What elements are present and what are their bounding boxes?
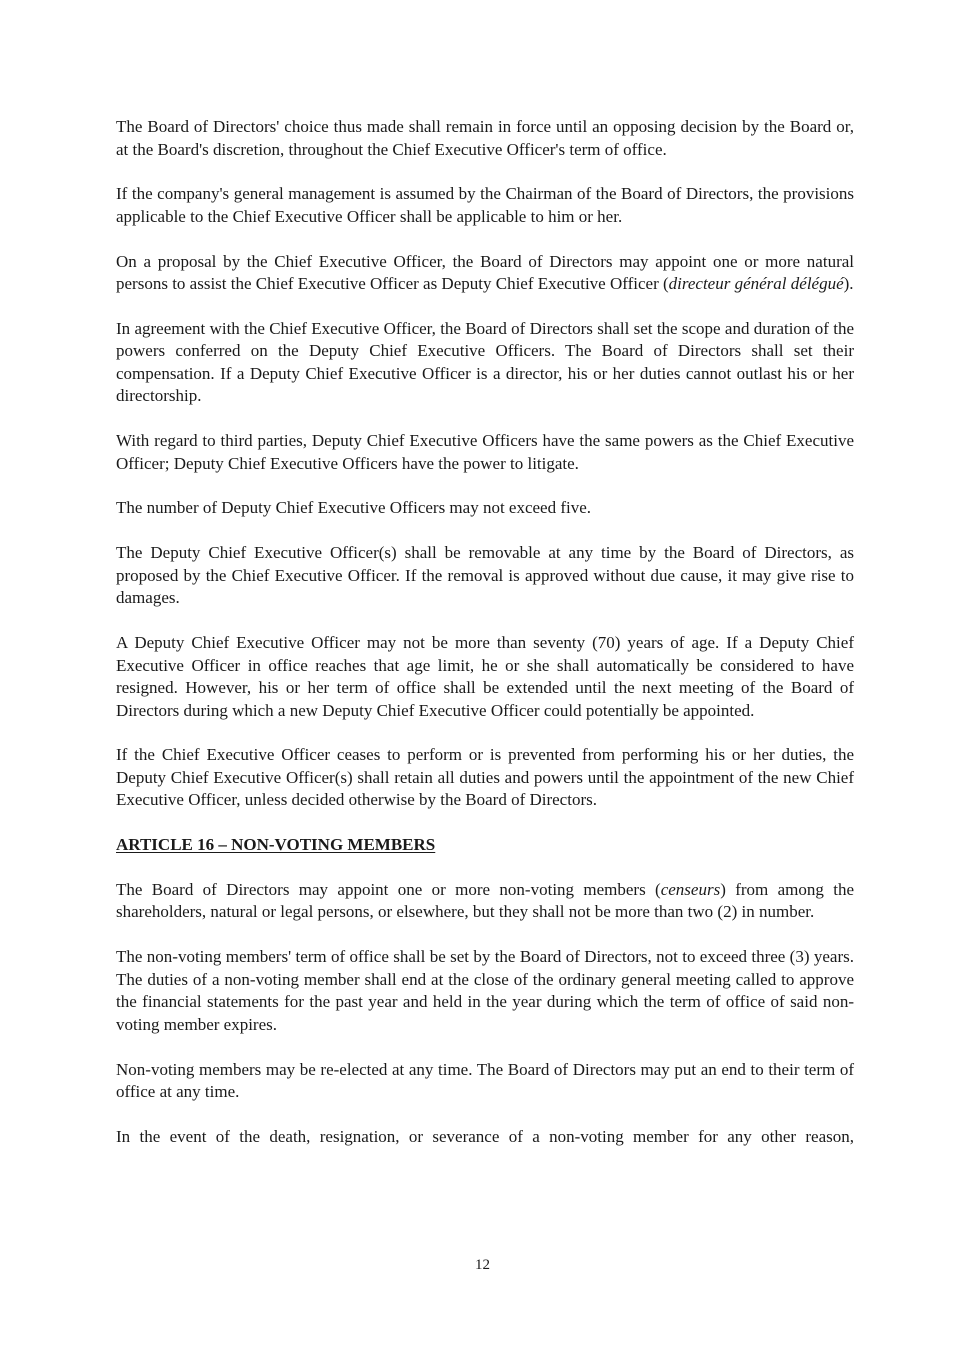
paragraph-censeurs-appointment xyxy=(116,879,854,924)
paragraph-non-voting-death: In the event of the death, resignation, or severance of a non-voting member for any other reason, xyxy=(116,1126,854,1146)
deputy-text-post: ). xyxy=(843,274,854,294)
deputy-term-italic: directeur général délégué xyxy=(668,274,844,294)
paragraph-ceo-incapacity: If the Chief Executive Officer ceases to perform or is prevented from performing his or her duties, the Deputy Chief Executive Officer(s) shall retain all duties and powers until the appointment of the new Chief Executive Officer, unless decided otherwise by the Board of Directors. xyxy=(116,745,854,810)
paragraph-chairman-management: If the company's general management is assumed by the Chairman of the Board of Directors, the provisions applicable to the Chief Executive Officer shall be applicable to him or her. xyxy=(116,184,854,226)
censeurs-text-pre: The Board of Directors may appoint one or more non-voting members ( xyxy=(116,879,661,899)
deputy-text-pre: On a proposal by the Chief Executive Officer, the Board of Directors may appoint one or more natural persons to assist the Chief Executive Officer as Deputy Chief Executive Officer ( xyxy=(116,251,854,294)
paragraph-non-voting-reelection: Non-voting members may be re-elected at any time. The Board of Directors may put an end to their term of office at any time. xyxy=(116,1059,854,1102)
paragraph-deputy-scope: In agreement with the Chief Executive Officer, the Board of Directors shall set the scope and duration of the powers conferred on the Deputy Chief Executive Officers. The Board of Directors shall set their compensation. If a Deputy Chief Executive Officer is a director, his or her duties cannot outlast his or her directorship. xyxy=(116,318,854,406)
page-number: 12 xyxy=(475,1257,490,1273)
article-16-heading: ARTICLE 16 – NON-VOTING MEMBERS xyxy=(116,835,436,855)
paragraph-deputy-appointment xyxy=(116,251,854,296)
paragraph-deputy-number: The number of Deputy Chief Executive Officers may not exceed five. xyxy=(116,498,592,518)
document-body xyxy=(116,116,854,1148)
paragraph-deputy-removal: The Deputy Chief Executive Officer(s) shall be removable at any time by the Board of Directors, as proposed by the Chief Executive Officer. If the removal is approved without due cause, it may give rise to damages. xyxy=(116,543,854,608)
censeurs-text-post: ) from among the shareholders, natural or legal persons, or elsewhere, but they shall not be more than two (2) in number. xyxy=(116,879,854,922)
paragraph-board-choice: The Board of Directors' choice thus made shall remain in force until an opposing decision by the Board or, at the Board's discretion, throughout the Chief Executive Officer's term of office. xyxy=(116,117,854,159)
paragraph-deputy-age-limit: A Deputy Chief Executive Officer may not be more than seventy (70) years of age. If a Deputy Chief Executive Officer in office reaches that age limit, he or she shall automatically be considered to have resigned. However, his or her term of office shall be extended until the next meeting of the Board of Directors during which a new Deputy Chief Executive Officer could potentially be appointed. xyxy=(116,633,854,720)
paragraph-non-voting-term: The non-voting members' term of office shall be set by the Board of Directors, not to exceed three (3) years. The duties of a non-voting member shall end at the close of the ordinary general meeting called to approve the financial statements for the past year and held in the year during which the term of office of said non-voting member expires. xyxy=(116,947,854,1034)
censeurs-term-italic: censeurs xyxy=(660,879,721,899)
paragraph-third-parties: With regard to third parties, Deputy Chief Executive Officers have the same powers as the Chief Executive Officer; Deputy Chief Executive Officers have the power to litigate. xyxy=(116,431,854,473)
